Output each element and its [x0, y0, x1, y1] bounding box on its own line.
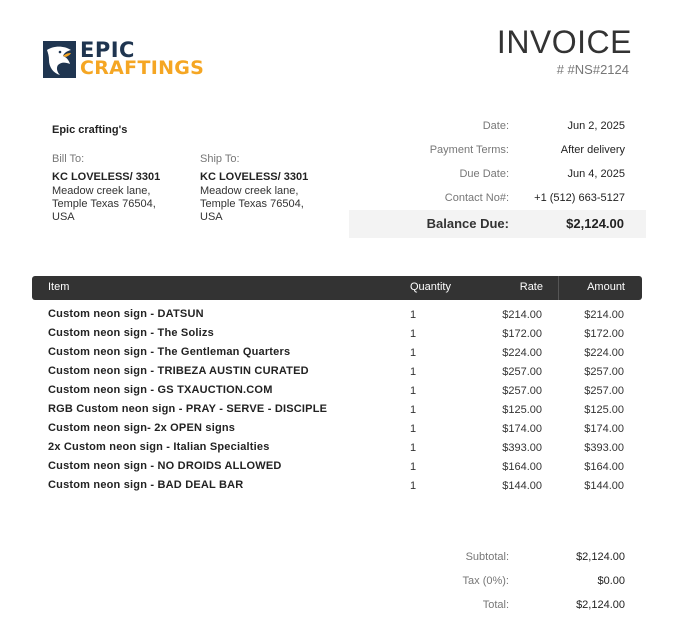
meta-label: Contact No#: [444, 192, 509, 204]
cell-quantity: 1 [410, 404, 417, 416]
meta-label: Date: [482, 120, 509, 132]
bill-to-block [52, 153, 192, 224]
table-row [0, 381, 673, 400]
bill-to-label: Bill To: [52, 153, 85, 165]
cell-amount: $125.00 [584, 404, 624, 416]
meta-value: Jun 2, 2025 [567, 120, 625, 132]
cell-amount: $174.00 [584, 423, 624, 435]
cell-rate: $393.00 [502, 442, 542, 454]
cell-item: Custom neon sign - The Solizs [48, 327, 214, 339]
meta-payment-terms [333, 141, 673, 165]
totals-label: Subtotal: [465, 551, 509, 563]
cell-quantity: 1 [410, 442, 417, 454]
cell-rate: $214.00 [502, 309, 542, 321]
brand-logo [43, 40, 204, 78]
totals-label: Total: [482, 599, 509, 611]
totals-label: Tax (0%): [462, 575, 509, 587]
brand-line-2: CRAFTINGS [80, 57, 205, 79]
table-row [0, 438, 673, 457]
table-row [0, 400, 673, 419]
meta-due-date [333, 165, 673, 189]
brand-line-1: EPIC [80, 38, 135, 62]
cell-amount: $172.00 [584, 328, 624, 340]
invoice-number: # #NS#2124 [556, 62, 629, 77]
ship-to-address-line: Temple Texas 76504, [200, 197, 304, 210]
totals-value: $0.00 [597, 575, 625, 587]
total-row [0, 593, 673, 617]
column-header-quantity: Quantity [410, 281, 451, 293]
table-row [0, 362, 673, 381]
cell-item: 2x Custom neon sign - Italian Specialties [48, 441, 270, 453]
cell-amount: $224.00 [584, 347, 624, 359]
meta-label: Payment Terms: [429, 144, 509, 156]
cell-quantity: 1 [410, 461, 417, 473]
cell-rate: $164.00 [502, 461, 542, 473]
table-row [0, 305, 673, 324]
cell-amount: $164.00 [584, 461, 624, 473]
cell-rate: $172.00 [502, 328, 542, 340]
table-row [0, 476, 673, 495]
bill-to-name: KC LOVELESS/ 3301 [52, 171, 161, 184]
cell-amount: $257.00 [584, 385, 624, 397]
cell-rate: $224.00 [502, 347, 542, 359]
cell-rate: $257.00 [502, 385, 542, 397]
company-name: Epic crafting's [52, 124, 128, 136]
column-header-rate: Rate [519, 281, 543, 293]
subtotal-row [0, 545, 673, 569]
bill-to-address-line: Meadow creek lane, [52, 184, 151, 197]
ship-to-address-line: Meadow creek lane, [200, 184, 299, 197]
table-row [0, 419, 673, 438]
ship-to-address-line: USA [200, 211, 223, 224]
meta-date [333, 117, 673, 141]
balance-due [349, 210, 646, 238]
balance-due-label: Balance Due: [426, 216, 509, 231]
cell-quantity: 1 [410, 366, 417, 378]
meta-value: After delivery [560, 144, 625, 156]
cell-rate: $144.00 [502, 480, 542, 492]
items-table-header [32, 276, 642, 300]
totals-block [0, 545, 673, 617]
cell-rate: $174.00 [502, 423, 542, 435]
column-divider [558, 276, 559, 300]
cell-rate: $125.00 [502, 404, 542, 416]
meta-value: Jun 4, 2025 [567, 168, 625, 180]
cell-item: Custom neon sign - The Gentleman Quarters [48, 346, 291, 358]
cell-quantity: 1 [410, 480, 417, 492]
balance-due-value: $2,124.00 [566, 216, 624, 231]
column-header-amount: Amount [587, 281, 625, 293]
table-row [0, 343, 673, 362]
meta-label: Due Date: [459, 168, 509, 180]
cell-quantity: 1 [410, 347, 417, 359]
invoice-meta [333, 117, 673, 213]
cell-amount: $214.00 [584, 309, 624, 321]
ship-to-block [200, 153, 340, 224]
bill-to-address-line: Temple Texas 76504, [52, 197, 156, 210]
cell-item: Custom neon sign - NO DROIDS ALLOWED [48, 460, 282, 472]
cell-quantity: 1 [410, 328, 417, 340]
column-header-item: Item [48, 281, 70, 293]
tax-row [0, 569, 673, 593]
totals-value: $2,124.00 [576, 551, 625, 563]
cell-item: RGB Custom neon sign - PRAY - SERVE - DISCIPLE [48, 403, 328, 415]
table-row [0, 457, 673, 476]
ship-to-name: KC LOVELESS/ 3301 [200, 171, 309, 184]
eagle-head-icon [43, 41, 76, 78]
cell-amount: $257.00 [584, 366, 624, 378]
totals-value: $2,124.00 [576, 599, 625, 611]
cell-amount: $144.00 [584, 480, 624, 492]
invoice-title: INVOICE [496, 24, 632, 60]
cell-item: Custom neon sign - BAD DEAL BAR [48, 479, 244, 491]
items-table-body [0, 305, 673, 495]
cell-item: Custom neon sign - DATSUN [48, 308, 204, 320]
table-row [0, 324, 673, 343]
meta-value: +1 (512) 663-5127 [534, 192, 625, 204]
bill-to-address-line: USA [52, 211, 75, 224]
cell-quantity: 1 [410, 423, 417, 435]
cell-item: Custom neon sign - TRIBEZA AUSTIN CURATED [48, 365, 309, 377]
cell-item: Custom neon sign- 2x OPEN signs [48, 422, 236, 434]
cell-quantity: 1 [410, 309, 417, 321]
cell-amount: $393.00 [584, 442, 624, 454]
cell-quantity: 1 [410, 385, 417, 397]
ship-to-label: Ship To: [200, 153, 240, 165]
cell-rate: $257.00 [502, 366, 542, 378]
cell-item: Custom neon sign - GS TXAUCTION.COM [48, 384, 273, 396]
